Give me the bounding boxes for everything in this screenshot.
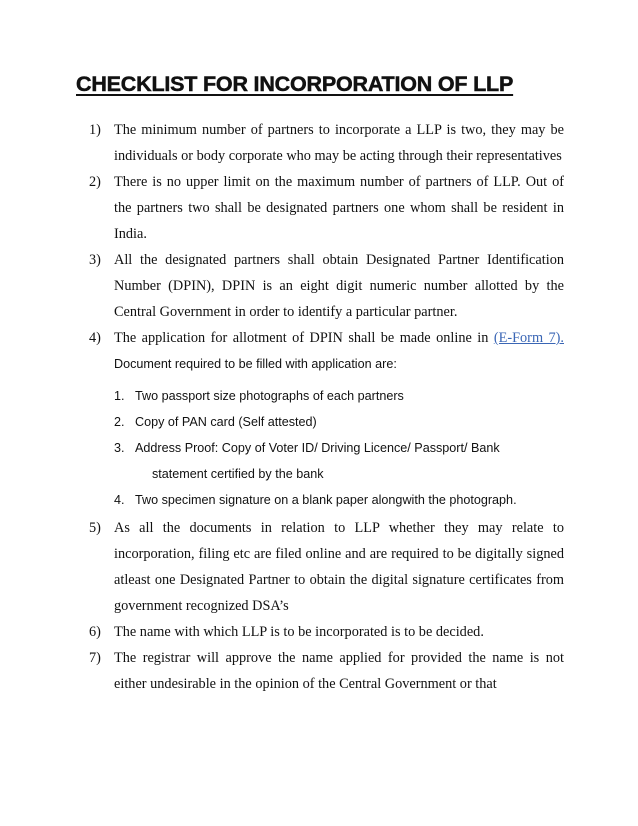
- sub-item-text: Two passport size photographs of each partners: [135, 389, 404, 403]
- eform-7-link[interactable]: (E-Form 7).: [493, 330, 564, 346]
- item-number: 7): [89, 650, 101, 666]
- list-item: [89, 247, 564, 325]
- item-number: 4): [89, 330, 101, 346]
- sub-item-number: 2.: [114, 415, 125, 429]
- sub-item-number: 1.: [114, 389, 125, 403]
- item-number: 2): [89, 174, 101, 190]
- list-item: [89, 117, 564, 169]
- item-text: As all the documents in relation to LLP whether they may relate to incorporation, filing etc are filed online and are required to be digitally signed atleast one Designated Partner to obtain the digital signature certificates from government recognized DSA’s: [114, 520, 564, 614]
- item-text: The name with which LLP is to be incorporated is to be decided.: [114, 624, 484, 640]
- sub-item-text: Two specimen signature on a blank paper alongwith the photograph.: [135, 493, 517, 507]
- checklist: [89, 117, 564, 697]
- list-item: [89, 169, 564, 247]
- sub-item-text: Copy of PAN card (Self attested): [135, 415, 317, 429]
- item-text: All the designated partners shall obtain Designated Partner Identification Number (DPIN), DPIN is an eight digit numeric number allotted by the Central Government in order to identify a particular partner.: [114, 252, 564, 320]
- sub-item-number: 4.: [114, 493, 125, 507]
- item-text: The minimum number of partners to incorporate a LLP is two, they may be individuals or body corporate who may be acting through their representatives: [114, 122, 564, 164]
- sub-list-item: [114, 487, 564, 513]
- list-item: [89, 515, 564, 619]
- list-item: [89, 619, 564, 645]
- item-text: [114, 325, 564, 377]
- item-text-after-link: Document required to be filled with application are:: [114, 357, 397, 371]
- item-text: There is no upper limit on the maximum number of partners of LLP. Out of the partners two shall be designated partners one whom shall be resident in India.: [114, 174, 564, 242]
- page-title: CHECKLIST FOR INCORPORATION OF LLP: [76, 72, 514, 96]
- item-number: 6): [89, 624, 101, 640]
- sub-list-item: [114, 409, 564, 435]
- sub-list-item: [114, 435, 564, 487]
- sub-list-item: [114, 383, 564, 409]
- sub-item-text: Address Proof: Copy of Voter ID/ Driving Licence/ Passport/ Bank: [135, 441, 500, 455]
- list-item: [89, 645, 564, 697]
- item-text-before-link: The application for allotment of DPIN shall be made online in: [114, 330, 494, 346]
- item-text: The registrar will approve the name applied for provided the name is not either undesirable in the opinion of the Central Government or that: [114, 650, 564, 692]
- sub-item-number: 3.: [114, 441, 125, 455]
- document-sublist: [114, 383, 564, 513]
- sub-item-continuation: statement certified by the bank: [152, 467, 324, 481]
- item-number: 3): [89, 252, 101, 268]
- item-number: 5): [89, 520, 101, 536]
- item-number: 1): [89, 122, 101, 138]
- list-item: [89, 325, 564, 515]
